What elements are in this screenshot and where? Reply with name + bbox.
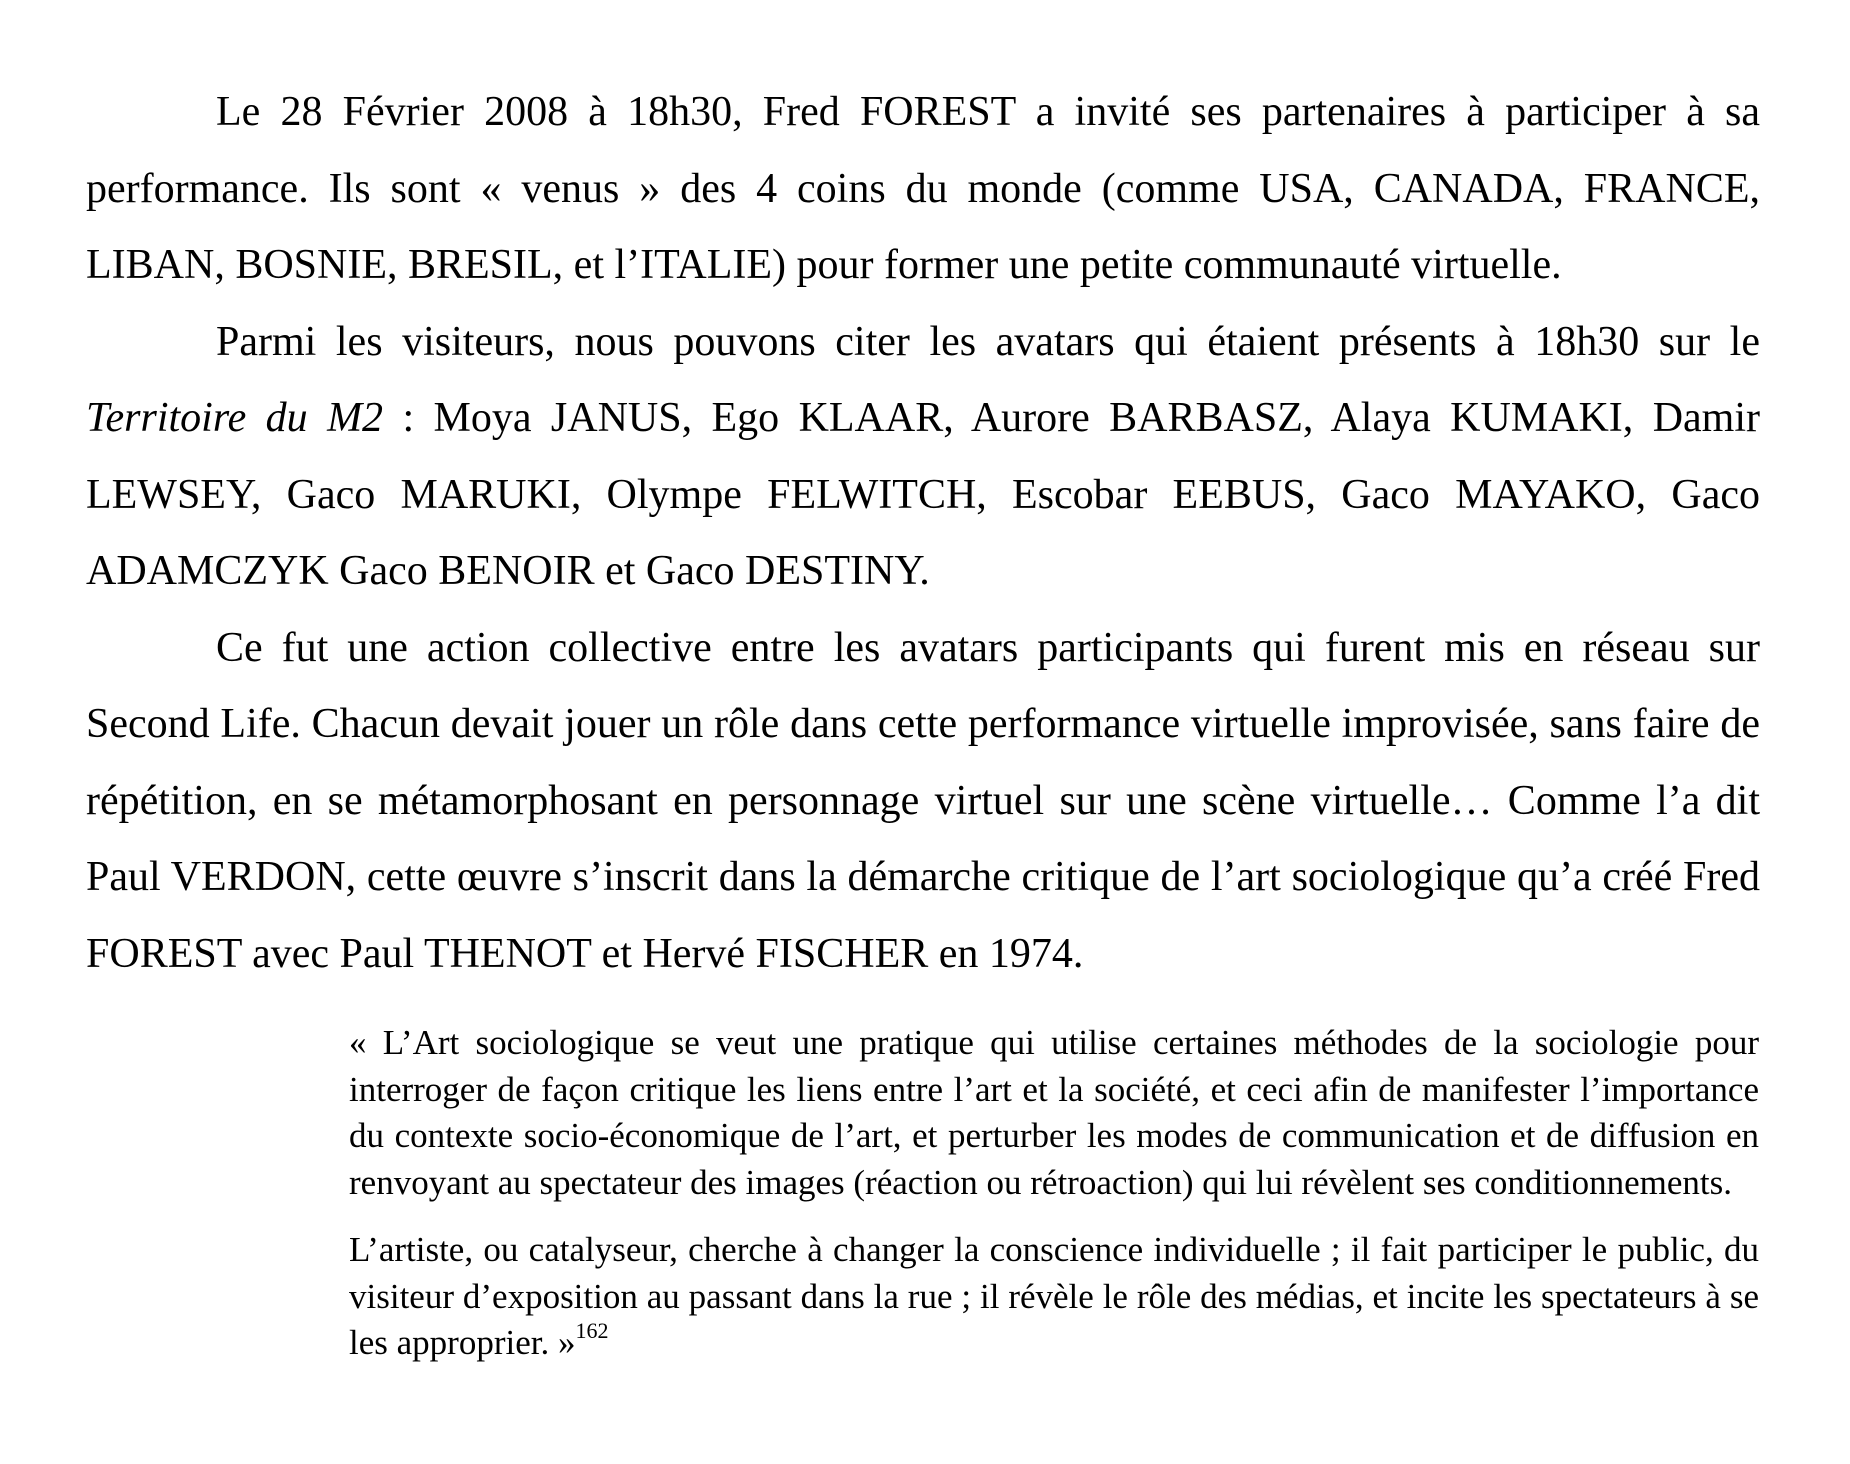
visitors-names-text: : Moya JANUS, Ego KLAAR, Aurore BARBASZ, Alaya KUMAKI, Damir LEWSEY, Gaco MARUKI, Olympe FELWITCH, Escobar EEBUS, Gaco MAYAKO, Gaco ADAMCZYK Gaco BENOIR et Gaco DESTINY. xyxy=(86,395,1760,594)
block-quote xyxy=(349,1020,1759,1367)
paragraph-visitors-list xyxy=(86,304,1760,610)
quote-artist-text: L’artiste, ou catalyseur, cherche à changer la conscience individuelle ; il fait participer le public, du visiteur d’exposition au passant dans la rue ; il révèle le rôle des médias, et incite les spectateurs à se les approprier. » xyxy=(349,1230,1759,1362)
body-text xyxy=(86,74,1760,992)
quote-paragraph-artist xyxy=(349,1227,1759,1367)
footnote-reference[interactable]: 162 xyxy=(575,1318,609,1343)
quote-paragraph-definition: « L’Art sociologique se veut une pratique qui utilise certaines méthodes de la sociologie pour interroger de façon critique les liens entre l’art et la société, et ceci afin de manifester l’importance du contexte socio-économique de l’art, et perturber les modes de communication et de diffusion en renvoyant au spectateur des images (réaction ou rétroaction) qui lui révèlent ses conditionnements. xyxy=(349,1023,1759,1202)
paragraph-collective-action: Ce fut une action collective entre les avatars participants qui furent mis en réseau sur Second Life. Chacun devait jouer un rôle dans cette performance virtuelle improvisée, sans faire de répétition, en se métamorphosant en personnage virtuel sur une scène virtuelle… Comme l’a dit Paul VERDON, cette œuvre s’inscrit dans la démarche critique de l’art sociologique qu’a créé Fred FOREST avec Paul THENOT et Hervé FISCHER en 1974. xyxy=(86,624,1760,977)
territory-name: Territoire du M2 xyxy=(86,395,384,441)
paragraph-performance-invitation: Le 28 Février 2008 à 18h30, Fred FOREST a invité ses partenaires à participer à sa performance. Ils sont « venus » des 4 coins du monde (comme USA, CANADA, FRANCE, LIBAN, BOSNIE, BRESIL, et l’ITALIE) pour former une petite communauté virtuelle. xyxy=(86,89,1760,288)
visitors-intro-text: Parmi les visiteurs, nous pouvons citer les avatars qui étaient présents à 18h30 sur le xyxy=(216,318,1760,365)
